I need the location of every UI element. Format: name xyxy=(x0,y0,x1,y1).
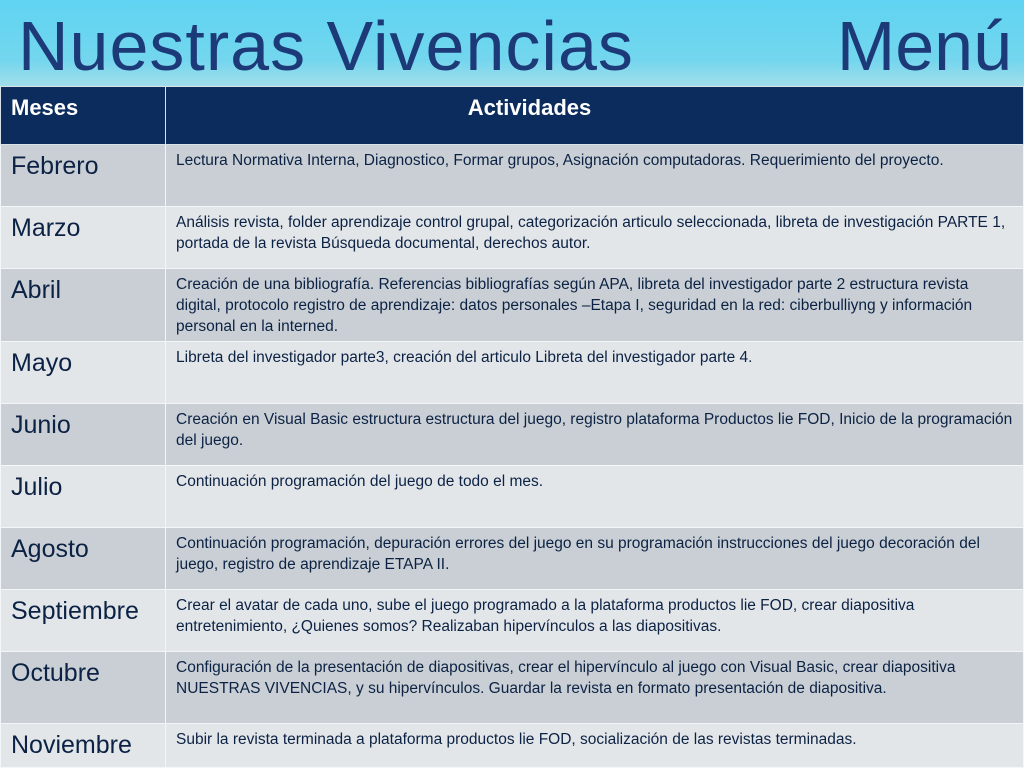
table-row xyxy=(1,528,1024,590)
table-row xyxy=(1,724,1024,768)
activity-cell: Libreta del investigador parte3, creación del articulo Libreta del investigador parte 4. xyxy=(166,342,1024,404)
header-months: Meses xyxy=(1,87,166,145)
table-row xyxy=(1,269,1024,342)
month-cell: Junio xyxy=(1,404,166,466)
activities-table xyxy=(0,86,1024,768)
month-cell: Agosto xyxy=(1,528,166,590)
activity-cell: Configuración de la presentación de diapositivas, crear el hipervínculo al juego con Visual Basic, crear diapositiva NUESTRAS VIVENCIAS, y su hipervínculos. Guardar la revista en formato presentación de diapositiva. xyxy=(166,652,1024,724)
activity-cell: Subir la revista terminada a plataforma productos lie FOD, socialización de las revistas terminadas. xyxy=(166,724,1024,768)
activity-cell: Crear el avatar de cada uno, sube el juego programado a la plataforma productos lie FOD, crear diapositiva entretenimiento, ¿Quienes somos? Realizaban hipervínculos a las diapositivas. xyxy=(166,590,1024,652)
table-row xyxy=(1,404,1024,466)
activity-cell: Lectura Normativa Interna, Diagnostico, Formar grupos, Asignación computadoras. Requerimiento del proyecto. xyxy=(166,145,1024,207)
table-row xyxy=(1,590,1024,652)
menu-link[interactable]: Menú xyxy=(837,6,1012,89)
month-cell: Abril xyxy=(1,269,166,342)
table-header-row xyxy=(1,87,1024,145)
page-title: Nuestras Vivencias xyxy=(18,7,634,85)
activity-cell: Continuación programación, depuración errores del juego en su programación instrucciones del juego decoración del juego, registro de aprendizaje ETAPA II. xyxy=(166,528,1024,590)
month-cell: Julio xyxy=(1,466,166,528)
activity-cell: Creación en Visual Basic estructura estructura del juego, registro plataforma Productos lie FOD, Inicio de la programación del juego. xyxy=(166,404,1024,466)
table-row xyxy=(1,466,1024,528)
activity-cell: Creación de una bibliografía. Referencias bibliografías según APA, libreta del investigador parte 2 estructura revista digital, protocolo registro de aprendizaje: datos personales –Etapa I, seguridad en la red: ciberbulliyng y información personal en la interned. xyxy=(166,269,1024,342)
header-activities: Actividades xyxy=(166,87,1024,145)
month-cell: Noviembre xyxy=(1,724,166,768)
table-row xyxy=(1,145,1024,207)
month-cell: Febrero xyxy=(1,145,166,207)
table-row xyxy=(1,342,1024,404)
month-cell: Mayo xyxy=(1,342,166,404)
month-cell: Marzo xyxy=(1,207,166,269)
table-row xyxy=(1,207,1024,269)
activity-cell: Continuación programación del juego de todo el mes. xyxy=(166,466,1024,528)
month-cell: Octubre xyxy=(1,652,166,724)
month-cell: Septiembre xyxy=(1,590,166,652)
table-row xyxy=(1,652,1024,724)
activity-cell: Análisis revista, folder aprendizaje control grupal, categorización articulo seleccionada, libreta de investigación PARTE 1, portada de la revista Búsqueda documental, derechos autor. xyxy=(166,207,1024,269)
